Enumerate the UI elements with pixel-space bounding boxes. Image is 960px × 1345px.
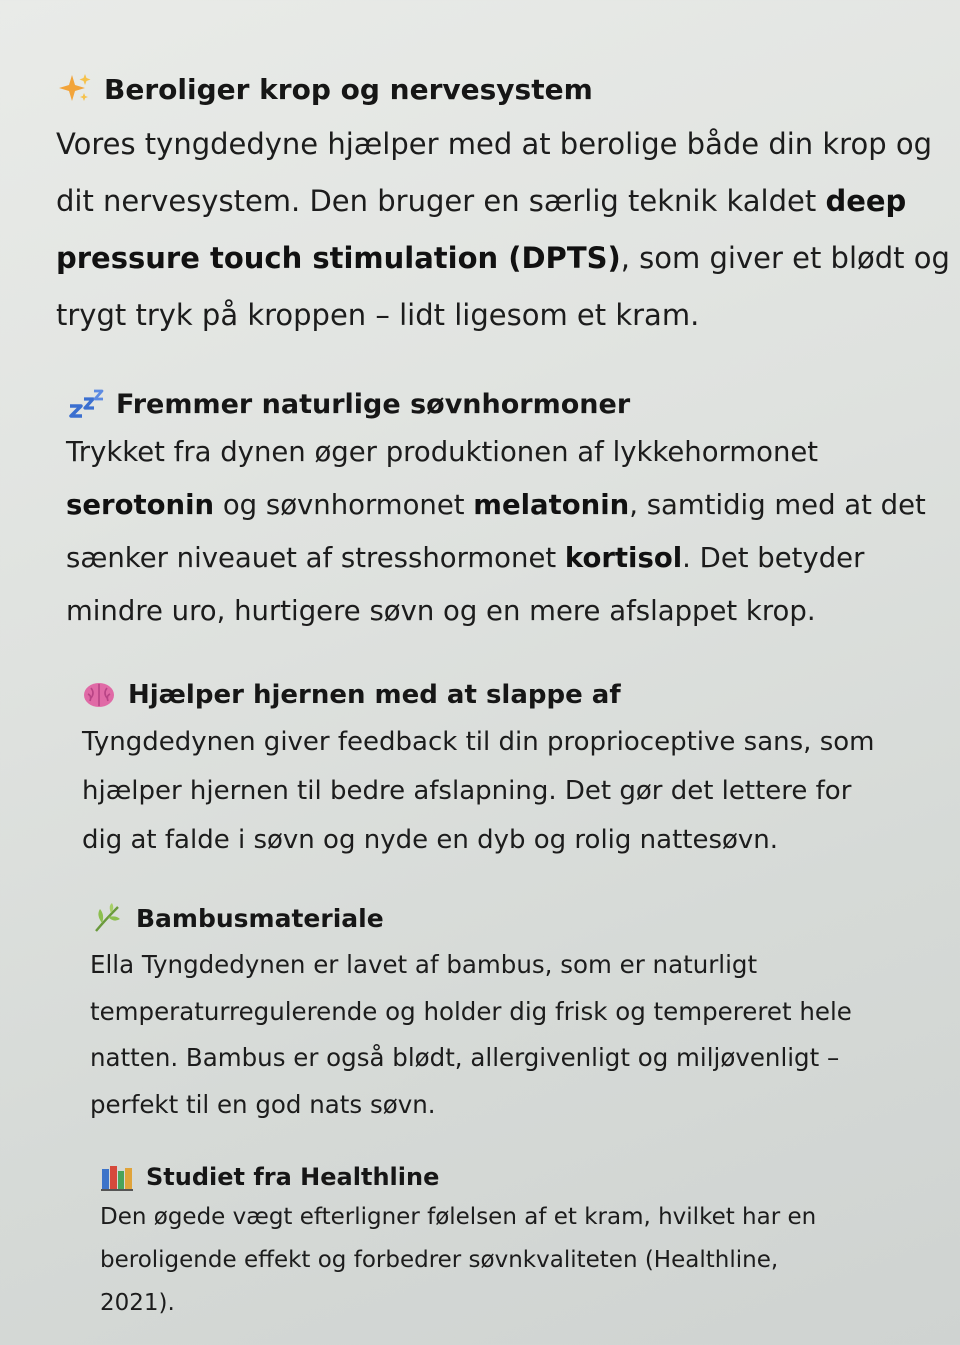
bold-term: pressure touch stimulation (DPTS) <box>56 241 621 275</box>
body-line: sænker niveauet af stresshormonet kortisol. Det betyder <box>66 542 865 574</box>
sparkles-icon <box>58 73 92 105</box>
body-line: Ella Tyngdedynen er lavet af bambus, som er naturligt <box>90 950 758 979</box>
section-body <box>82 718 960 865</box>
heading-text: Bambusmateriale <box>136 903 384 933</box>
body-line: 2021). <box>100 1290 175 1316</box>
bold-term: kortisol <box>564 542 683 574</box>
section-body <box>66 426 960 638</box>
section-heading <box>82 676 960 714</box>
body-line: perfekt til en god nats søvn. <box>90 1089 436 1119</box>
section-body <box>100 1196 960 1325</box>
body-line: Vores tyngdedyne hjælper med at berolige både din krop og <box>56 127 932 161</box>
heading-text: Studiet fra Healthline <box>146 1163 440 1191</box>
section-heading <box>66 384 960 424</box>
section-body <box>56 116 956 344</box>
body-line: serotonin og søvnhormonet melatonin, samtidig med at det <box>66 489 926 521</box>
body-line: dit nervesystem. Den bruger en særlig teknik kaldet deep <box>56 184 907 218</box>
body-line: natten. Bambus er også blødt, allergivenligt og miljøvenligt – <box>90 1043 840 1072</box>
herb-leaf-icon <box>90 903 124 933</box>
books-icon <box>100 1163 134 1191</box>
section-heading <box>100 1160 960 1194</box>
section-bamboo-material <box>90 900 960 1128</box>
section-brain-relax <box>82 676 960 865</box>
section-body <box>90 942 960 1128</box>
sleeping-zzz-icon <box>68 389 104 419</box>
body-line: pressure touch stimulation (DPTS), som giver et blødt og <box>56 241 950 275</box>
body-line: dig at falde i søvn og nyde en dyb og rolig nattesøvn. <box>82 825 779 855</box>
heading-text: Beroliger krop og nervesystem <box>104 72 593 106</box>
body-line: hjælper hjernen til bedre afslapning. Det gør det lettere for <box>82 776 852 806</box>
section-calms-body <box>56 68 956 344</box>
section-healthline-study <box>100 1160 960 1325</box>
heading-text: Fremmer naturlige søvnhormoner <box>116 388 631 420</box>
heading-text: Hjælper hjernen med at slappe af <box>128 680 621 710</box>
section-heading <box>56 68 956 110</box>
body-line: temperaturregulerende og holder dig frisk og tempereret hele <box>90 996 852 1026</box>
section-sleep-hormones <box>66 384 960 638</box>
bold-term: serotonin <box>66 489 215 521</box>
body-line: beroligende effekt og forbedrer søvnkvaliteten (Healthline, <box>100 1247 779 1273</box>
body-line: Den øgede vægt efterligner følelsen af et kram, hvilket har en <box>100 1204 817 1230</box>
brain-icon <box>82 680 116 710</box>
section-heading <box>90 900 960 936</box>
body-line: Tyngdedynen giver feedback til din proprioceptive sans, som <box>82 727 875 757</box>
body-line: Trykket fra dynen øger produktionen af lykkehormonet <box>66 436 819 468</box>
bold-term: deep <box>825 184 907 218</box>
bold-term: melatonin <box>473 489 630 521</box>
body-line: trygt tryk på kroppen – lidt ligesom et kram. <box>56 298 700 332</box>
body-line: mindre uro, hurtigere søvn og en mere afslappet krop. <box>66 595 816 627</box>
